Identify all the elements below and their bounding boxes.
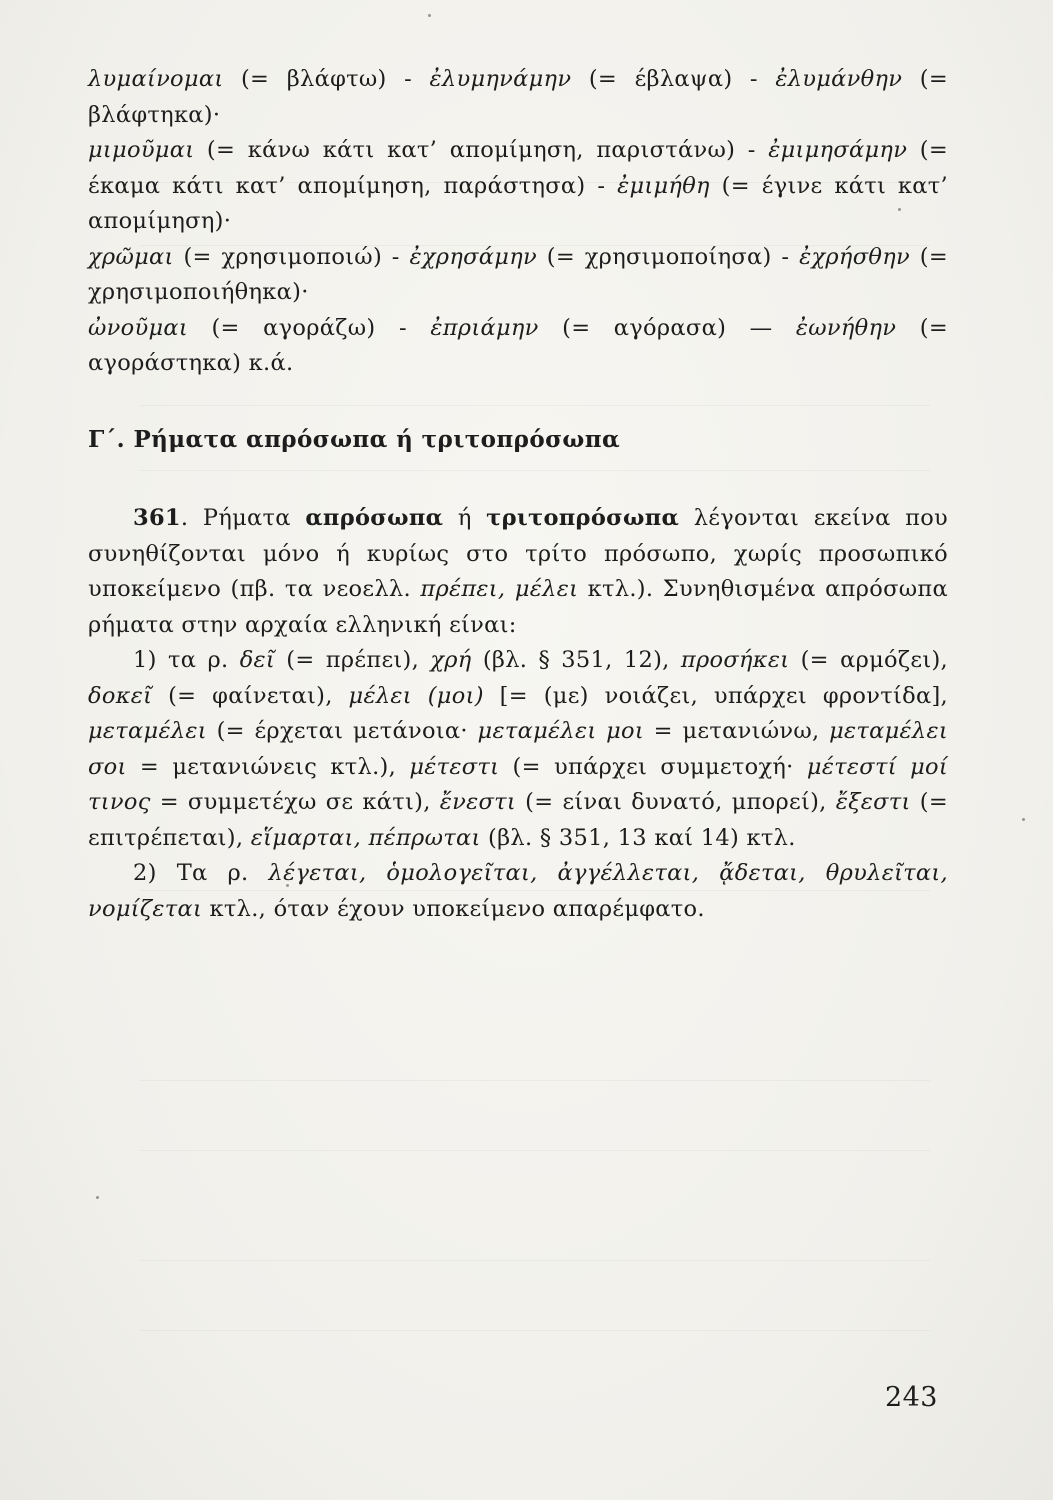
italic-term: μέτεστί μοί τινος <box>88 753 948 815</box>
text-run: (= φαίνεται), <box>152 682 349 709</box>
italic-term: ἐμιμήθη <box>617 172 710 199</box>
text-run: (= είναι δυνατό, μπορεί), <box>516 789 836 815</box>
text-run: κτλ., όταν έχουν υποκείμενο απαρέμφατο. <box>202 895 705 922</box>
verb-entry <box>88 133 948 240</box>
text-run: (= πρέπει), <box>275 647 431 673</box>
bleed-through-line <box>140 1330 930 1331</box>
text-run: (= αγόρασα) — <box>538 314 796 341</box>
italic-term: ἐχρήσθην <box>799 243 910 270</box>
bold-term: τριτοπρόσωπα <box>486 505 680 531</box>
text-run: (βλ. § 351, 13 καί 14) κτλ. <box>480 824 796 851</box>
italic-term: ἔξεστι <box>835 789 911 815</box>
verb-entry <box>88 240 948 311</box>
text-run: [= (με) νοιάζει, υπάρχει φροντίδα], <box>483 682 948 709</box>
text-run: (= έγινε κάτι κατ’ απομίμηση)· <box>88 172 948 234</box>
text-run: ή <box>443 505 487 531</box>
print-speck <box>428 14 431 17</box>
section-body <box>88 501 948 927</box>
italic-term: ἐωνήθην <box>795 314 897 341</box>
italic-term: μεταμέλει μοι <box>477 718 644 744</box>
italic-term: δοκεῖ <box>88 682 153 709</box>
text-run: (= αγοράζω) - <box>188 314 431 341</box>
text-run: (= αρμόζει), <box>789 647 948 673</box>
text-run: . Ρήματα <box>180 505 306 531</box>
italic-term: χρή <box>430 647 472 673</box>
italic-term: μεταμέλει <box>88 718 207 744</box>
italic-term: ἐμιμησάμην <box>768 137 908 163</box>
bold-term: 361 <box>133 505 181 531</box>
italic-term: μιμοῦμαι <box>88 137 195 163</box>
page-number: 243 <box>884 1382 938 1413</box>
text-run: 2) Τα ρ. <box>133 860 269 886</box>
italic-term: προσήκει <box>680 647 790 673</box>
paragraph <box>88 856 948 927</box>
section-heading: Γ΄. Ρήματα απρόσωπα ή τριτοπρόσωπα <box>88 425 621 453</box>
text-run: (= χρησιμοποίησα) - <box>536 243 800 270</box>
italic-term: ὠνοῦμαι <box>88 314 188 341</box>
text-run: λέγονται εκείνα που συνηθίζονται μόνο ή κυρίως στο τρίτο πρόσωπο, χωρίς προσωπικό υποκείμενο (πβ. τα νεοελλ. <box>88 505 949 602</box>
italic-term: λυμαίνομαι <box>88 66 224 92</box>
italic-term: ἐχρησάμην <box>409 243 537 270</box>
italic-term: πρέπει, μέλει <box>420 576 579 602</box>
text-run: = μετανιώνω, <box>644 718 830 744</box>
paragraph <box>88 643 948 856</box>
text-run: (= επιτρέπεται), <box>88 789 949 851</box>
text-run: (= βλάφτηκα)· <box>88 66 948 128</box>
bleed-through-line <box>140 1260 930 1261</box>
bold-term: απρόσωπα <box>305 505 444 531</box>
text-run: (= έρχεται μετάνοια· <box>206 718 478 744</box>
verb-entry <box>88 311 948 382</box>
text-run: (= κάνω κάτι κατ’ απομίμηση, παριστάνω) - <box>194 137 769 163</box>
text-run: (= χρησιμοποιήθηκα)· <box>88 243 948 305</box>
verb-entries <box>88 62 948 382</box>
italic-term: χρῶμαι <box>88 243 174 270</box>
text-run: (= αγοράστηκα) κ.ά. <box>88 314 948 376</box>
italic-term: μέλει (μοι) <box>348 682 484 709</box>
text-run: (= έβλαψα) - <box>571 66 776 92</box>
italic-term: ἔνεστι <box>439 789 517 815</box>
bleed-through-line <box>140 1080 930 1081</box>
italic-term: ἐλυμηνάμην <box>429 66 572 92</box>
italic-term: μέτεστι <box>409 753 500 780</box>
italic-term: εἵμαρται, πέπρωται <box>250 824 481 851</box>
text-run: = μετανιώνεις κτλ.), <box>126 753 410 780</box>
bleed-through-line <box>140 1150 930 1151</box>
italic-term: μεταμέλει σοι <box>88 718 948 780</box>
print-speck <box>96 1196 99 1199</box>
verb-entry <box>88 62 948 133</box>
italic-term: ἐπριάμην <box>430 314 539 341</box>
italic-term: λέγεται, ὁμολογεῖται, ἀγγέλλεται, ᾄδεται, θρυλεῖται, νομίζεται <box>88 860 949 922</box>
italic-term: ἐλυμάνθην <box>775 66 903 92</box>
text-run: (= βλάφτω) - <box>223 66 430 92</box>
text-run: (= έκαμα κάτι κατ’ απομίμηση, παράστησα) - <box>88 137 948 199</box>
paragraph <box>88 501 948 643</box>
text-run: (= υπάρχει συμμετοχή· <box>499 753 807 780</box>
text-run: (= χρησιμοποιώ) - <box>173 243 410 270</box>
text-run: κτλ.). Συνηθισμένα απρόσωπα ρήματα στην αρχαία ελληνική είναι: <box>88 576 948 638</box>
text-run: (βλ. § 351, 12), <box>471 647 681 673</box>
italic-term: δεῖ <box>239 647 276 673</box>
text-run: = συμμετέχω σε κάτι), <box>150 789 440 815</box>
text-run: 1) τα ρ. <box>133 647 240 673</box>
page-text <box>88 62 948 927</box>
print-speck <box>1022 818 1025 821</box>
